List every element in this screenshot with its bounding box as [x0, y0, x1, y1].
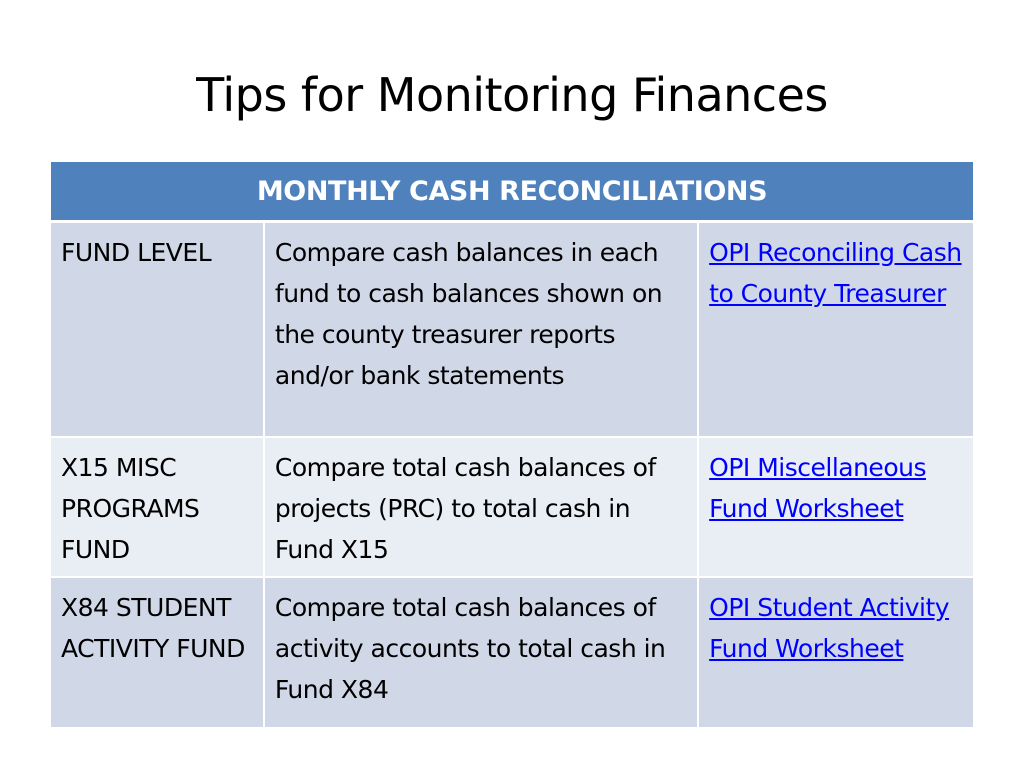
opi-student-activity-link[interactable]: OPI Student Activity Fund Worksheet — [709, 593, 950, 663]
table-row — [51, 578, 973, 727]
description-cell: Compare total cash balances of projects (PRC) to total cash in Fund X15 — [265, 438, 699, 578]
reconciliation-table — [51, 162, 973, 727]
slide-title: Tips for Monitoring Finances — [196, 68, 828, 122]
table-row — [51, 223, 973, 438]
resource-link-cell — [699, 578, 973, 727]
fund-label-cell: X15 MISC PROGRAMS FUND — [51, 438, 265, 578]
resource-link-cell — [699, 438, 973, 578]
description-cell: Compare cash balances in each fund to cash balances shown on the county treasurer reports and/or bank statements — [265, 223, 699, 438]
table-header: MONTHLY CASH RECONCILIATIONS — [51, 162, 973, 223]
resource-link-cell — [699, 223, 973, 438]
table-header-row — [51, 162, 973, 223]
opi-reconciling-link[interactable]: OPI Reconciling Cash to County Treasurer — [709, 238, 962, 308]
opi-misc-fund-link[interactable]: OPI Miscellaneous Fund Worksheet — [709, 453, 926, 523]
table-row — [51, 438, 973, 578]
fund-label-cell: X84 STUDENT ACTIVITY FUND — [51, 578, 265, 727]
fund-label-cell: FUND LEVEL — [51, 223, 265, 438]
description-cell: Compare total cash balances of activity accounts to total cash in Fund X84 — [265, 578, 699, 727]
